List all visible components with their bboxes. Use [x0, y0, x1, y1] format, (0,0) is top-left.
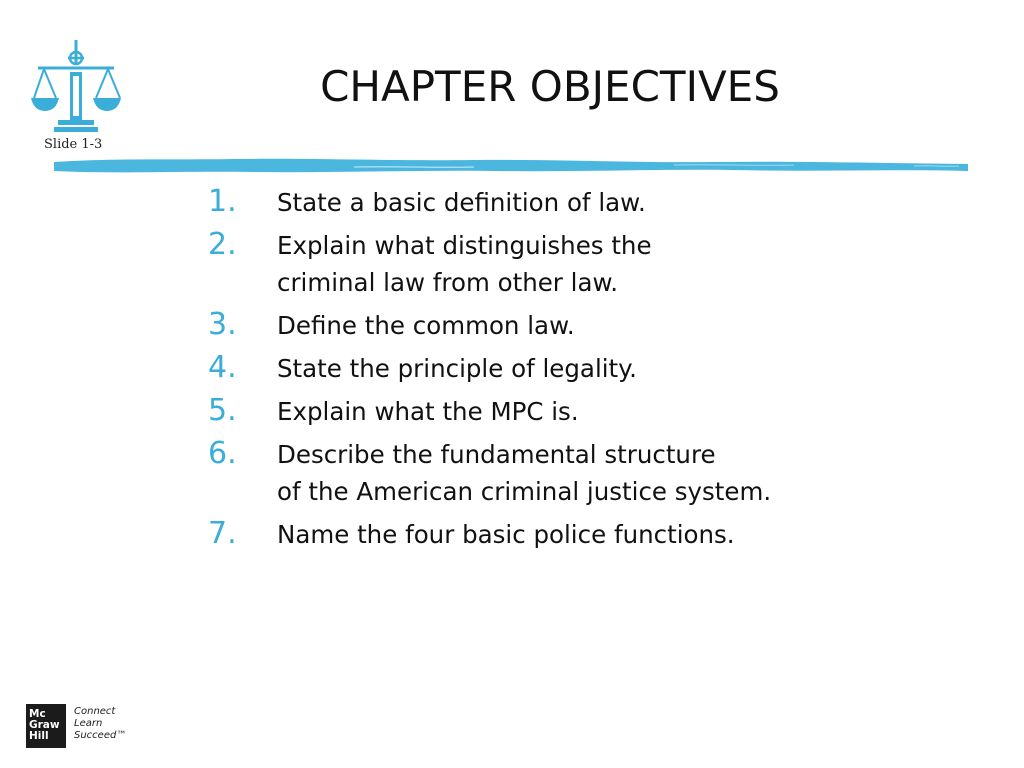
- slide-number-label: Slide 1-3: [44, 137, 103, 152]
- objective-text: State a basic definition of law.: [277, 188, 646, 217]
- objective-number: 3.: [208, 307, 237, 342]
- objective-item: [208, 516, 968, 553]
- objective-text: Describe the fundamental structure of the American criminal justice system.: [277, 440, 772, 506]
- brush-stroke-divider: [54, 150, 968, 180]
- tagline-line: Learn: [74, 718, 103, 729]
- objective-number: 4.: [208, 350, 237, 385]
- publisher-tagline: [74, 706, 126, 742]
- objective-item: [208, 350, 968, 387]
- objective-text: Explain what the MPC is.: [277, 397, 579, 426]
- objective-number: 2.: [208, 227, 237, 262]
- objective-number: 7.: [208, 516, 237, 551]
- objectives-list: [208, 184, 968, 559]
- objective-text: Define the common law.: [277, 311, 575, 340]
- objective-text: State the principle of legality.: [277, 354, 637, 383]
- tagline-line: Succeed™: [74, 730, 127, 741]
- objective-text: Name the four basic police functions.: [277, 520, 735, 549]
- slide-title: CHAPTER OBJECTIVES: [320, 62, 780, 111]
- tagline-line: Connect: [74, 706, 116, 717]
- objective-text: Explain what distinguishes the criminal law from other law.: [277, 231, 652, 297]
- objective-item: [208, 393, 968, 430]
- scales-of-justice-icon: [30, 38, 122, 134]
- objective-number: 1.: [208, 184, 237, 219]
- objective-number: 5.: [208, 393, 237, 428]
- logo-line: Hill: [29, 730, 49, 742]
- objective-item: [208, 227, 968, 301]
- objective-item: [208, 307, 968, 344]
- objective-number: 6.: [208, 436, 237, 471]
- objective-item: [208, 184, 968, 221]
- mcgraw-hill-logo: [26, 704, 66, 748]
- logo-line: Mc: [29, 708, 46, 720]
- objective-item: [208, 436, 968, 510]
- logo-line: Graw: [29, 719, 60, 731]
- publisher-logo: [26, 704, 156, 750]
